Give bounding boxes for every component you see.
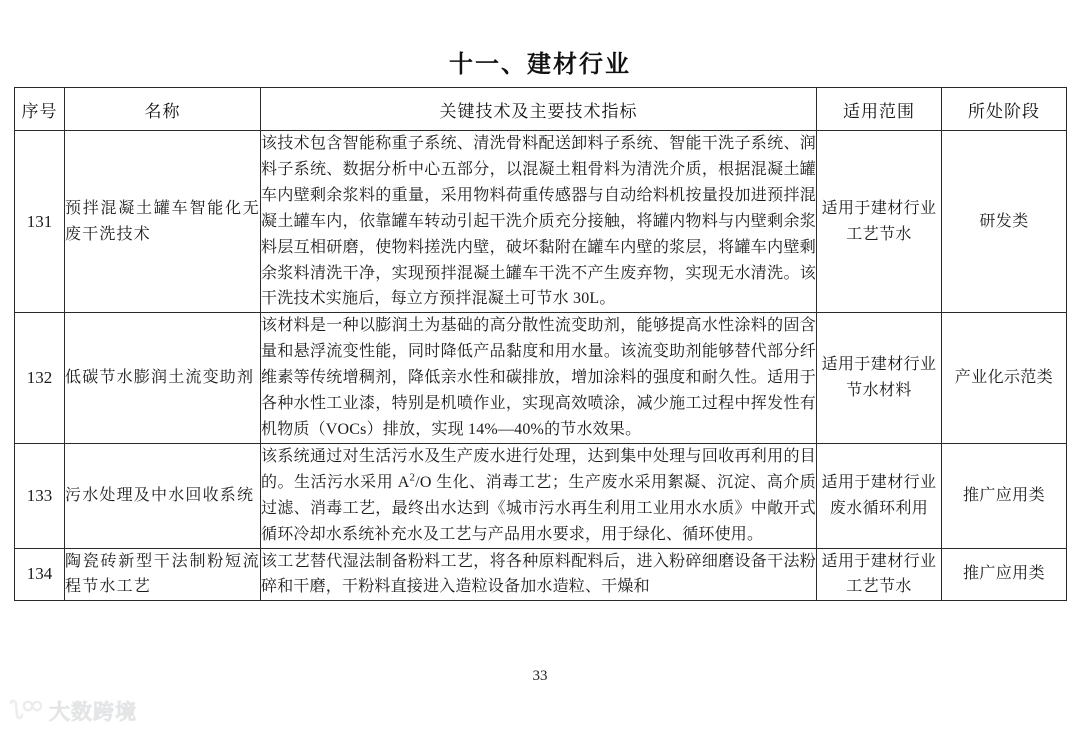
row-name: 低碳节水膨润土流变助剂 xyxy=(65,313,261,444)
table-row xyxy=(15,548,1067,601)
column-header-no: 序号 xyxy=(15,88,65,131)
technology-catalog-table xyxy=(14,87,1067,601)
page-title: 十一、建材行业 xyxy=(449,51,631,78)
row-scope: 适用于建材行业工艺节水 xyxy=(817,548,942,601)
row-number: 132 xyxy=(15,313,65,444)
table-row xyxy=(15,443,1067,548)
row-name: 污水处理及中水回收系统 xyxy=(65,443,261,548)
column-header-name: 名称 xyxy=(65,88,261,131)
row-stage: 推广应用类 xyxy=(942,548,1067,601)
watermark-text: 大数跨境 xyxy=(49,701,137,724)
row-stage: 推广应用类 xyxy=(942,443,1067,548)
row-scope: 适用于建材行业工艺节水 xyxy=(817,131,942,313)
row-tech-description: 该材料是一种以膨润土为基础的高分散性流变助剂，能够提高水性涂料的固含量和悬浮流变性能，同时降低产品黏度和用水量。该流变助剂能够替代部分纤维素等传统增稠剂，降低亲水性和碳排放，增加涂料的强度和耐久性。适用于各种水性工业漆，特别是机喷作业，实现高效喷涂，减少施工过程中挥发性有机物质（VOCs）排放，实现 14%—40%的节水效果。 xyxy=(261,313,817,444)
table-row xyxy=(15,131,1067,313)
row-number: 134 xyxy=(15,548,65,601)
table-row xyxy=(15,313,1067,444)
row-number: 133 xyxy=(15,443,65,548)
column-header-stage: 所处阶段 xyxy=(942,88,1067,131)
row-tech-description: 该工艺替代湿法制备粉料工艺，将各种原料配料后，进入粉碎细磨设备干法粉碎和干磨，干粉料直接进入造粒设备加水造粒、干燥和 xyxy=(261,548,817,601)
row-tech-description: 该技术包含智能称重子系统、清洗骨料配送卸料子系统、智能干洗子系统、润料子系统、数据分析中心五部分，以混凝土粗骨料为清洗介质，根据混凝土罐车内壁剩余浆料的重量，采用物料荷重传感器与自动给料机按量投加进预拌混凝土罐车内，依靠罐车转动引起干洗介质充分接触，将罐内物料与内壁剩余浆料层互相研磨，使物料搓洗内壁，破坏黏附在罐车内壁的浆层，将罐车内壁剩余浆料清洗干净，实现预拌混凝土罐车干洗不产生废弃物，实现无水清洗。该干洗技术实施后，每立方预拌混凝土可节水 30L。 xyxy=(261,131,817,313)
row-name: 陶瓷砖新型干法制粉短流程节水工艺 xyxy=(65,548,261,601)
table-header-row xyxy=(15,88,1067,131)
wave-circles-logo-icon xyxy=(8,698,42,724)
row-name: 预拌混凝土罐车智能化无废干洗技术 xyxy=(65,131,261,313)
column-header-scope: 适用范围 xyxy=(817,88,942,131)
row-stage: 产业化示范类 xyxy=(942,313,1067,444)
row-scope: 适用于建材行业废水循环利用 xyxy=(817,443,942,548)
row-tech-description: 该系统通过对生活污水及生产废水进行处理，达到集中处理与回收再利用的目的。生活污水采用 $A^2/O$ 生化、消毒工艺；生产废水采用絮凝、沉淀、高介质过滤、消毒工艺，最终出水达到《城市污水再生利用工业用水水质》中敞开式循环冷却水系统补充水及工艺与产品用水要求，用于绿化、循环使用。 xyxy=(261,443,817,548)
row-scope: 适用于建材行业节水材料 xyxy=(817,313,942,444)
row-number: 131 xyxy=(15,131,65,313)
page-number: 33 xyxy=(532,668,548,684)
column-header-tech: 关键技术及主要技术指标 xyxy=(261,88,817,131)
row-stage: 研发类 xyxy=(942,131,1067,313)
watermark xyxy=(8,696,137,726)
